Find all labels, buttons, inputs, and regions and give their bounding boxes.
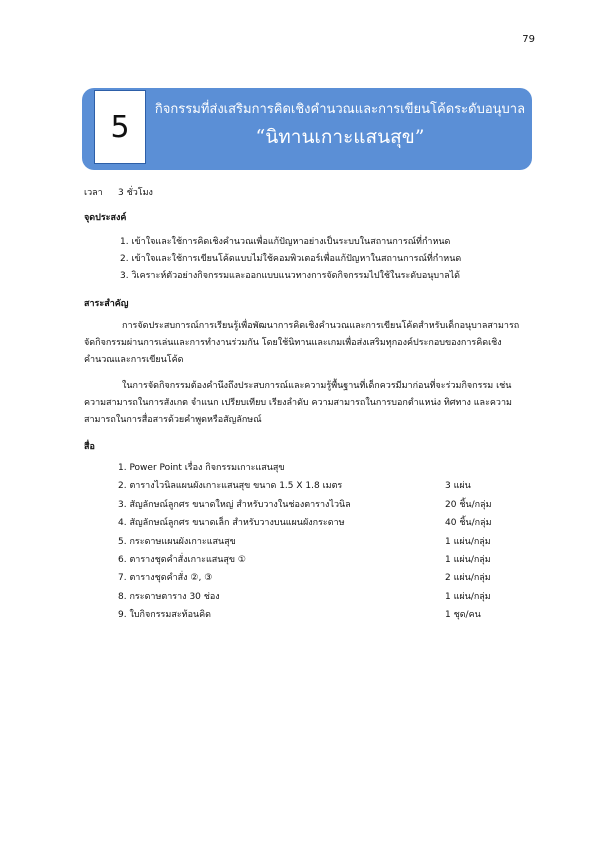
key-concepts-paragraph: ในการจัดกิจกรรมต้องคำนึงถึงประสบการณ์และความรู้พื้นฐานที่เด็กควรมีมาก่อนที่จะร่วมกิจกรรม เช่น ความสามารถในการสังเกต จำแนก เปรียบเทียบ เรียงลำดับ ความสามารถในการบอกตำแหน่ง ทิศทาง และความสามารถในการสื่อสารด้วยคำพูดหรือสัญลักษณ์: [84, 381, 512, 425]
material-item: 6. ตารางชุดคำสั่งเกาะแสนสุข ①: [118, 555, 246, 565]
chapter-subtitle: “นิทานเกาะแสนสุข”: [255, 126, 425, 148]
material-quantity: 1 แผ่น/กลุ่ม: [445, 537, 491, 547]
objective-item: 3. วิเคราะห์ตัวอย่างกิจกรรมและออกแบบแนวทางการจัดกิจกรรมไปใช้ในระดับอนุบาลได้: [120, 271, 461, 281]
material-quantity: 1 แผ่น/กลุ่ม: [445, 592, 491, 602]
objective-item: 1. เข้าใจและใช้การคิดเชิงคำนวณเพื่อแก้ปัญหาอย่างเป็นระบบในสถานการณ์ที่กำหนด: [120, 237, 451, 247]
key-concepts-heading: สาระสำคัญ: [84, 299, 129, 309]
time-value: 3 ชั่วโมง: [118, 188, 153, 198]
material-quantity: 1 ชุด/คน: [445, 610, 481, 620]
objective-item: 2. เข้าใจและใช้การเขียนโค้ดแบบไม่ใช้คอมพิวเตอร์เพื่อแก้ปัญหาในสถานการณ์ที่กำหนด: [120, 254, 462, 264]
material-item: 8. กระดาษตาราง 30 ช่อง: [118, 592, 220, 602]
page-number: 79: [522, 34, 535, 45]
material-item: 5. กระดาษแผนผังเกาะแสนสุข: [118, 537, 236, 547]
chapter-title: กิจกรรมที่ส่งเสริมการคิดเชิงคำนวณและการเขียนโค้ดระดับอนุบาล: [154, 102, 526, 117]
material-item: 2. ตารางไวนิลแผนผังเกาะแสนสุข ขนาด 1.5 X 1.8 เมตร: [118, 481, 343, 491]
material-quantity: 1 แผ่น/กลุ่ม: [445, 555, 491, 565]
objectives-heading: จุดประสงค์: [84, 213, 127, 223]
time-label: เวลา: [84, 188, 103, 198]
chapter-number: 5: [94, 90, 146, 164]
material-item: 7. ตารางชุดคำสั่ง ②, ③: [118, 573, 213, 583]
material-quantity: 2 แผ่น/กลุ่ม: [445, 573, 491, 583]
material-quantity: 20 ชิ้น/กลุ่ม: [445, 500, 492, 510]
material-quantity: 3 แผ่น: [445, 481, 471, 491]
materials-heading: สื่อ: [84, 442, 95, 452]
material-item: 4. สัญลักษณ์ลูกศร ขนาดเล็ก สำหรับวางบนแผนผังกระดาษ: [118, 518, 345, 528]
material-quantity: 40 ชิ้น/กลุ่ม: [445, 518, 492, 528]
material-item: 9. ใบกิจกรรมสะท้อนคิด: [118, 610, 212, 620]
material-item: 1. Power Point เรื่อง กิจกรรมเกาะแสนสุข: [118, 463, 285, 473]
key-concepts-paragraph: การจัดประสบการณ์การเรียนรู้เพื่อพัฒนาการคิดเชิงคำนวณและการเขียนโค้ดสำหรับเด็กอนุบาลสามารถจัดกิจกรรมผ่านการเล่นและการทำงานร่วมกัน โดยใช้นิทานและเกมเพื่อส่งเสริมทุกองค์ประกอบของการคิดเชิงคำนวณและการเขียนโค้ด: [84, 321, 520, 365]
material-item: 3. สัญลักษณ์ลูกศร ขนาดใหญ่ สำหรับวางในช่องตารางไวนิล: [118, 500, 351, 510]
